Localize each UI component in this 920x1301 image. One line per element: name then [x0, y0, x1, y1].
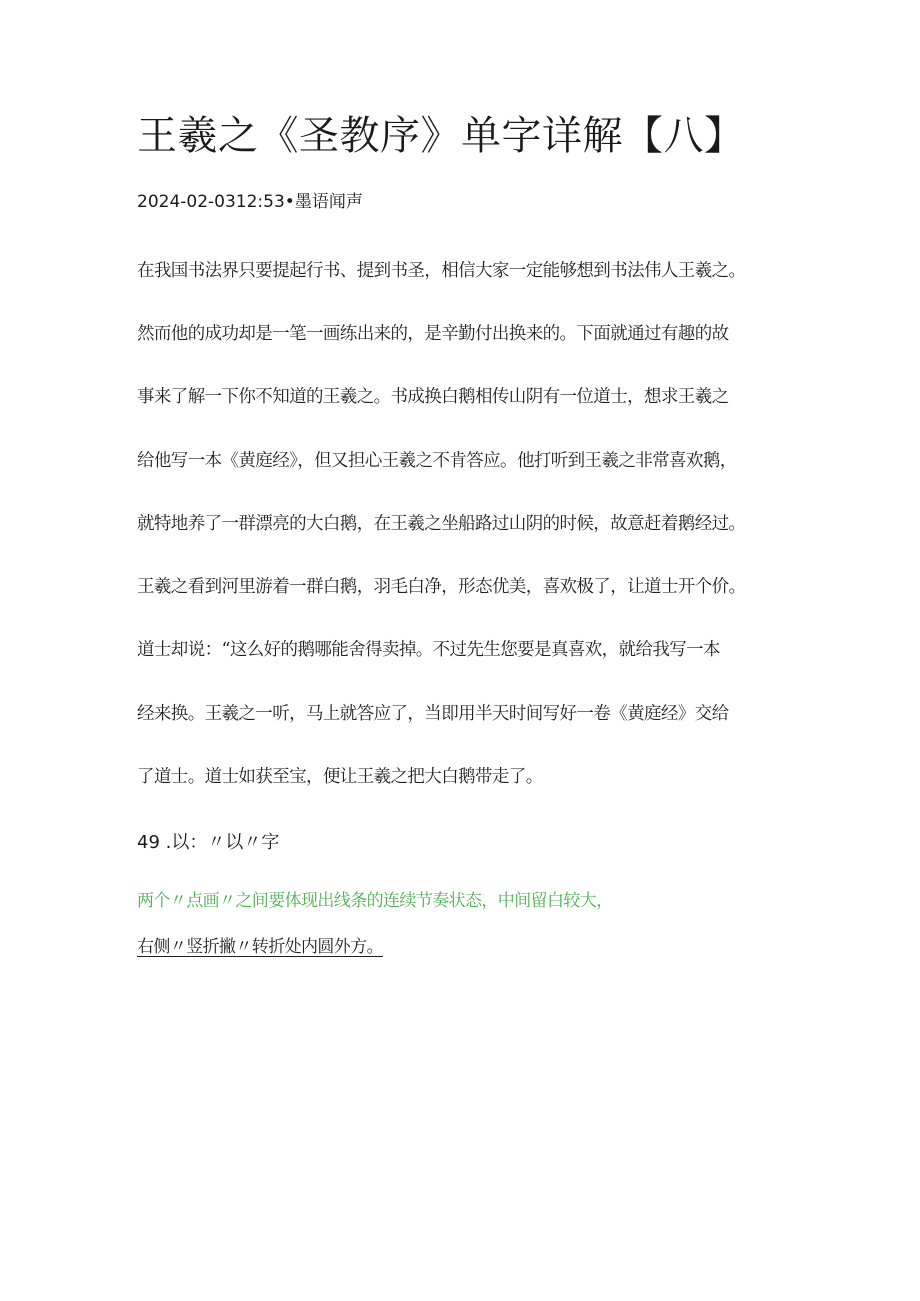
character-heading: 49 .以：〃以〃字 [137, 832, 280, 853]
paragraph-line: 道士却说：“这么好的鹅哪能舍得卖掉。不过先生您要是真喜欢，就给我写一本 [137, 640, 720, 660]
paragraph-line: 就特地养了一群漂亮的大白鹅，在王羲之坐船路过山阴的时候，故意赶着鹅经过。 [137, 514, 746, 534]
paragraph-line: 经来换。王羲之一听，马上就答应了，当即用半天时间写好一卷《黄庭经》交给 [137, 704, 729, 724]
article-meta: 2024-02-0312:53•墨语闻声 [137, 192, 363, 212]
paragraph-line: 在我国书法界只要提起行书、提到书圣，相信大家一定能够想到书法伟人王羲之。 [137, 261, 746, 281]
character-note-underlined: 右侧〃竖折撇〃转折处内圆外方。 [137, 937, 383, 957]
paragraph-line: 给他写一本《黄庭经》，但又担心王羲之不肯答应。他打听到王羲之非常喜欢鹅， [137, 451, 737, 471]
article-title: 王羲之《圣教序》单字详解【八】 [137, 113, 745, 159]
character-note-green: 两个〃点画〃之间要体现出线条的连续节奏状态，中间留白较大， [137, 891, 613, 911]
paragraph-line: 了道士。道士如获至宝，便让王羲之把大白鹅带走了。 [137, 767, 543, 787]
paragraph-line: 王羲之看到河里游着一群白鹅，羽毛白净，形态优美，喜欢极了，让道士开个价。 [137, 577, 746, 597]
paragraph-line: 事来了解一下你不知道的王羲之。书成换白鹅相传山阴有一位道士，想求王羲之 [137, 387, 729, 407]
paragraph-line: 然而他的成功却是一笔一画练出来的，是辛勤付出换来的。下面就通过有趣的故 [137, 324, 729, 344]
